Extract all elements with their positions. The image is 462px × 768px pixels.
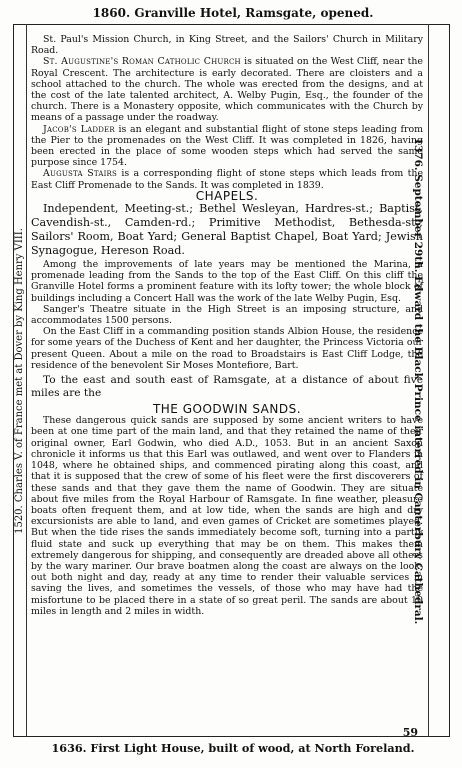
lead-term: Augusta Stairs xyxy=(43,168,118,180)
paragraph-text: is an elegant and substantial flight of stone steps leading from the Pier to the promenades on the West Cliff. It was completed in 1826, having been erected in the place of some wooden steps which had served the same purpose since 1754. xyxy=(31,123,424,169)
paragraph-goodwin-intro: To the east and south east of Ramsgate, at a distance of about five miles are the xyxy=(31,374,423,400)
chapels-list: Independent, Meeting-st.; Bethel Wesleyan, Hardres-st.; Baptist, Cavendish-st., Camden-rd.; Primitive Methodist, Bethesda-st.; Sailors' Room, Boat Yard; General Baptist Chapel, Boat Yard; Jewish Synagogue, Hereson Road. xyxy=(31,202,423,258)
right-column-rule xyxy=(428,24,429,737)
paragraph-missions: St. Paul's Mission Church, in King Street, and the Sailors' Church in Military Road. xyxy=(31,34,423,57)
paragraph-augusta-stairs xyxy=(31,168,423,190)
paragraph-marina: Among the improvements of late years may be mentioned the Marina, a promenade leading from the Sands to the top of the East Cliff. On this cliff the Granville Hotel forms a prominent feature with its lofty tower; the whole block of buildings including a Concert Hall was the work of the late Welby Pugin, Esq. xyxy=(31,259,423,304)
paragraph-text: is situated on the West Cliff, near the Royal Crescent. The architecture is early decorated. There are cloisters and a school attached to the church. The whole was erected from the designs, and at the cost of the late talented architect, A. Welby Pugin, Esq., the founder of the church. There is a Monastery opposite, which communicates with the Church by means of a passage under the roadway. xyxy=(31,56,423,124)
running-header: 1860. Granville Hotel, Ramsgate, opened. xyxy=(92,6,374,20)
right-margin-date-note: 1376. September 29th. Edward the Black Prince interred in Canterbury Cathedral. xyxy=(412,137,424,625)
paragraph-albion-house: On the East Cliff in a commanding position stands Albion House, the residence for some years of the Duchess of Kent and her daughter, the Princess Victoria our present Queen. About a mile on the road to Broadstairs is East Cliff Lodge, the residence of the benevolent Sir Moses Montefiore, Bart. xyxy=(31,326,423,371)
paragraph-st-augustines xyxy=(31,56,423,123)
paragraph-jacobs-ladder xyxy=(31,124,423,169)
chapels-heading: CHAPELS. xyxy=(195,188,259,203)
paragraph-text: is a corresponding flight of stone steps which leads from the East Cliff Promenade to the Sands. It was completed in 1839. xyxy=(31,168,423,191)
paragraph-goodwin-sands: These dangerous quick sands are supposed by some ancient writers to have been at one time part of the main land, and that they retained the name of their original owner, Earl Godwin, who died A.D., 1053. But in an ancient Saxon chronicle it informs us that this Earl was outlawed, and went over to Flanders in 1048, where he obtained ships, and commenced pirating along this coast, and that it is supposed that the crew of some of his fleet were the first discoverers of these sands and that they gave them the name of Goodwin. They are situate about five miles from the Royal Harbour of Ramsgate. In fine weather, pleasure boats often frequent them, and at low tide, when the sands are high and dry excursionists are able to land, and even games of Cricket are sometimes played. But when the tide rises the sands immediately become soft, turning into a partly fluid state and suck up everything that may be on them. This makes them extremely dangerous for shipping, and consequently are dreaded above all others by the wary mariner. Our brave boatmen along the coast are always on the look-out both night and day, ready at any time to render their valuable services in saving the lives, and sometimes the vessels, of those who may have had the misfortune to be placed there in a state of so great peril. The sands are about 10 miles in length and 2 miles in width. xyxy=(31,415,423,617)
running-footer: 1636. First Light House, built of wood, at North Foreland. xyxy=(51,741,415,755)
page-body xyxy=(31,34,424,739)
paragraph-sangers-theatre: Sanger's Theatre situate in the High Street is an imposing structure, and accommodates 1500 persons. xyxy=(31,303,423,327)
page-number: 59 xyxy=(402,725,418,739)
lead-term: St. Augustine's Roman Catholic Church xyxy=(43,56,241,68)
lead-term: Jacob's Ladder xyxy=(43,123,115,135)
goodwin-sands-heading: THE GOODWIN SANDS. xyxy=(152,402,302,417)
left-margin-date-note: 1520. Charles V. of France met at Dover by King Henry VIII. xyxy=(14,228,25,534)
